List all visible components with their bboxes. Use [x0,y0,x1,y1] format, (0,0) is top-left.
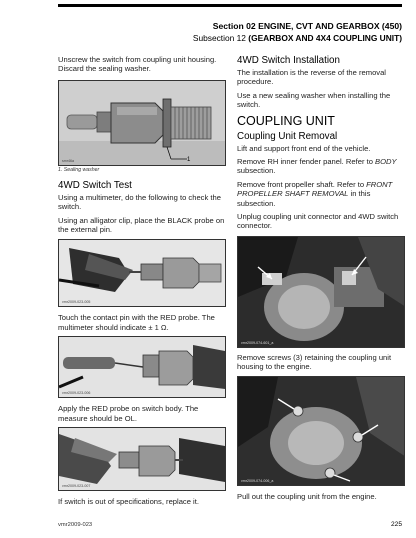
red-probe-body-illustration [59,428,226,491]
instruction-install-reverse: The installation is the reverse of the removal procedure. [237,68,386,87]
figure-code: vmr2009-023-005 [62,300,91,305]
figure-code: vmr2009-074-006_a [241,478,274,483]
connectors-illustration [238,237,405,348]
instruction-red-probe-body: Apply the RED probe on switch body. The measure should be OL. [58,404,199,423]
figure-code: vmr2009-023-007 [62,484,91,489]
subsection-title: (GEARBOX AND 4X4 COUPLING UNIT) [248,33,402,43]
left-column [58,55,226,510]
header-rule [58,4,402,7]
red-probe-pin-photo [58,336,226,398]
red-probe-body-photo [58,427,226,491]
instruction-remove-fender: Remove RH inner fender panel. Refer to BODY subsection. [237,157,397,176]
figure-code: smr46a [62,158,74,163]
ref-body: BODY [375,157,397,167]
subsection-number: Subsection 12 [192,33,246,43]
screws-illustration [238,377,405,486]
right-column [237,55,405,505]
heading-coupling-unit: COUPLING UNIT [237,113,335,128]
instruction-black-probe: Using an alligator clip, place the BLACK probe on the external pin. [58,215,225,235]
instruction-new-washer: Use a new sealing washer when installing the switch. [237,90,391,110]
instruction-remove-screws: Remove screws (3) retaining the coupling unit housing to the engine. [237,352,392,372]
section-title-line [213,21,402,31]
figure-code: vmr2009-074-601_a [241,340,274,345]
subsection-title-line [193,33,402,43]
red-probe-pin-illustration [59,337,226,398]
instruction-discard: Discard the sealing washer. [58,64,151,74]
screws-photo [237,376,405,486]
connectors-photo [237,236,405,348]
instruction-remove-shaft: Remove front propeller shaft. Refer to FRONT PROPELLER SHAFT REMOVAL in this subsection. [237,179,393,208]
instruction-unplug-connectors: Unplug coupling unit connector and 4WD switch connector. [237,212,399,231]
instruction-multimeter: Using a multimeter, do the following to check the switch. [58,192,221,212]
instruction-pull-out: Pull out the coupling unit from the engine. [237,491,377,501]
heading-coupling-removal: Coupling Unit Removal [237,130,338,142]
page-header [0,0,416,50]
callout-1: 1 [187,156,191,163]
switch-washer-photo [58,80,226,166]
section-title: ENGINE, CVT AND GEARBOX (450) [258,21,402,31]
figure-caption: 1. Sealing washer [58,166,100,173]
instruction-replace: If switch is out of specifications, replace it. [58,497,199,507]
ref-front-propeller: FRONT PROPELLER SHAFT REMOVAL [237,179,393,199]
black-probe-illustration [59,240,226,307]
figure-code: vmr2009-023-006 [62,391,91,396]
section-number: Section 02 [212,21,256,31]
page-number: 225 [390,521,402,528]
instruction-red-probe-pin: Touch the contact pin with the RED probe. The multimeter should indicate ± 1 Ω. [58,313,215,332]
instruction-lift-vehicle: Lift and support front end of the vehicle. [237,143,371,153]
heading-switch-test: 4WD Switch Test [58,179,132,191]
instruction-unscrew: Unscrew the switch from coupling unit housing. [58,55,217,64]
black-probe-photo [58,239,226,307]
switch-washer-illustration [59,81,226,166]
heading-switch-installation: 4WD Switch Installation [237,55,340,66]
footer-doc-code: vmr2009-023 [58,522,93,528]
